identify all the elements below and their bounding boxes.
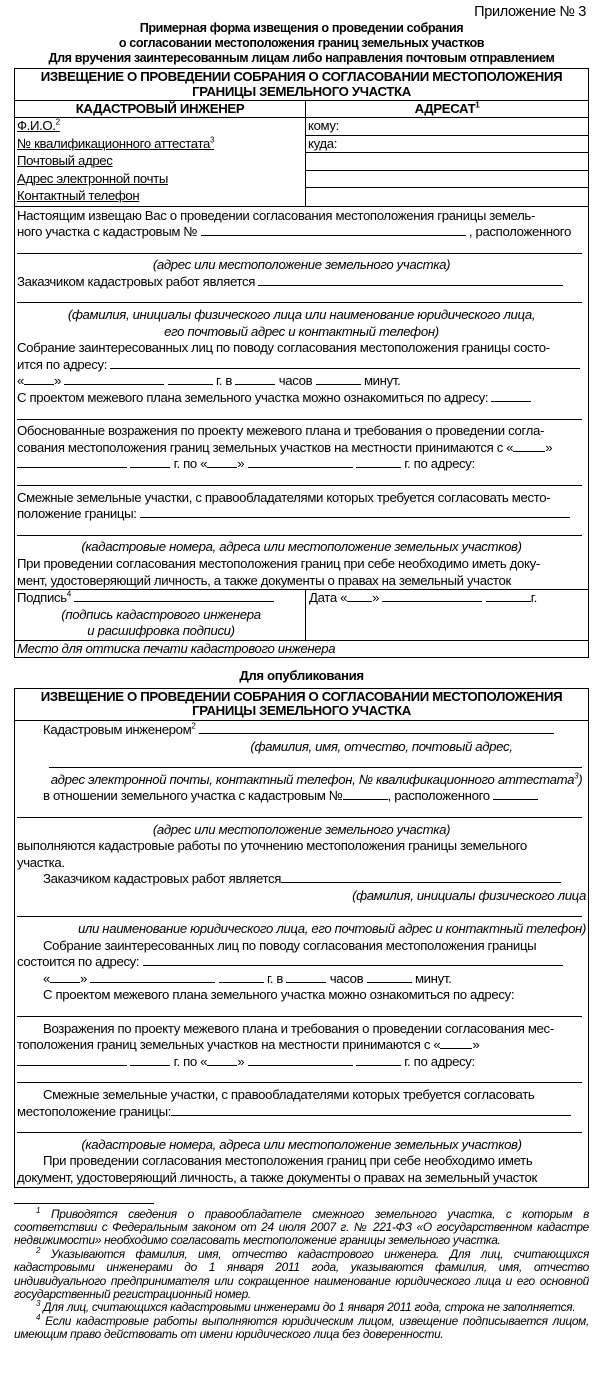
engineer-heading: КАДАСТРОВЫЙ ИНЖЕНЕР <box>15 101 305 118</box>
qualification-field[interactable]: № квалификационного аттестата$^3$ <box>17 135 215 151</box>
footnote-1: $^1$ Приводятся сведения о правообладателе смежного земельного участка, с которым в соответствии с Федеральным законом от 24 июля 2007 г. № 221-ФЗ «О государственном кадастре недвижимости» необходимо согласовать местоположение границы земельного участка. <box>14 1205 590 1248</box>
form-header: Примерная форма извещения о проведении собрания о согласовании местоположения границ земельных участков Для вручения заинтересованным лицам либо направления почтовым отправлением <box>48 21 555 65</box>
date-field[interactable]: Дата « » г. <box>309 590 537 606</box>
footnote-separator <box>14 1203 154 1204</box>
appendix-label: Приложение № 3 <box>474 4 586 20</box>
email-field[interactable]: Адрес электронной почты <box>17 170 168 186</box>
publication-heading: Для опубликования <box>239 667 364 683</box>
footnote-4: $^4$ Если кадастровые работы выполняются юридическим лицом, извещение подписывается лицом, имеющим право действовать от имени юридического лица без доверенности. <box>14 1312 589 1342</box>
address-caption: (адрес или местоположение земельного участка) <box>152 257 451 273</box>
stamp-place: Место для оттиска печати кадастрового инженера <box>15 640 588 657</box>
signature-row: Подпись$^4$ (подпись кадастрового инженера и расшифровка подписи) Дата « » г. <box>15 589 588 640</box>
fio-field[interactable]: Ф.И.О.$^2$ <box>17 118 60 133</box>
addressee-column <box>306 101 588 206</box>
to-field[interactable]: кому: <box>306 118 588 136</box>
where-field[interactable]: куда: <box>306 136 588 154</box>
footnotes <box>14 1205 590 1342</box>
postal-address-field[interactable]: Почтовый адрес <box>17 153 113 168</box>
phone-field[interactable]: Контактный телефон <box>17 188 140 203</box>
notice-form <box>14 68 589 658</box>
notice-title: ИЗВЕЩЕНИЕ О ПРОВЕДЕНИИ СОБРАНИЯ О СОГЛАСОВАНИИ МЕСТОПОЛОЖЕНИЯ ГРАНИЦЫ ЗЕМЕЛЬНОГО УЧАСТКА <box>15 69 588 101</box>
publication-form: ИЗВЕЩЕНИЕ О ПРОВЕДЕНИИ СОБРАНИЯ О СОГЛАСОВАНИИ МЕСТОПОЛОЖЕНИЯ ГРАНИЦЫ ЗЕМЕЛЬНОГО УЧАСТКА Кадастровым инженером$^2$ (фамилия, имя, отчество, почтовый адрес, адрес электронной почты, контактный телефон, № квалификационного аттестата$^3$) в отношении земельного участка с кадастровым № , расположенного (адрес или местоположение земельного участка) выполняются кадастровые работы по уточнению местоположения границы земельного участка. Заказчиком кадастровых работ является (фамилия, инициалы физического лица или наименование юридического лица, его почтовый адрес и контактный телефон) Собрание заинтересованных лиц по поводу согласования местоположения границы состоится по адресу: « » г. в часов минут. С проектом межевого плана земельного участка можно ознакомиться по адресу: Возражения по проекту межевого плана и требования о проведении согласования мес- тоположения границ земельных участков на местности принимаются с « » г. по « » г. по адресу: Смежные земельные участки, с правообладателями которых требуется согласовать местоположение границы: (кадастровые номера, адреса или местоположение земельных участков) При проведении согласования местоположения границ при себе необходимо иметь документ, удостоверяющий личность, а также документы о правах на земельный участок <box>14 688 589 1188</box>
notice-body: Настоящим извещаю Вас о проведении согласования местоположения границы земель- ного участка с кадастровым № , расположенного (адрес или местоположение земельного участка) Заказчиком кадастровых работ является (фамилия, инициалы физического лица или наименование юридического лица, его почтовый адрес и контактный телефон) Собрание заинтересованных лиц по поводу согласования местоположения границы состо- ится по адресу: « » г. в часов минут. С проектом межевого плана земельного участка можно ознакомиться по адресу: Обоснованные возражения по проекту межевого плана и требования о проведении согла- сования местоположения границ земельных участков на местности принимаются с « » г. по « » г. по адресу: Смежные земельные участки, с правообладателями которых требуется согласовать место- положение границы: (кадастровые номера, адреса или местоположение земельных участков) При проведении согласования местоположения границ при себе необходимо иметь доку- мент, удостоверяющий личность, а также документы о правах на земельный участок <box>15 207 588 590</box>
footnote-3: $^3$ Для лиц, считающихся кадастровыми инженерами до 1 января 2011 года, строка не заполняется. <box>36 1299 576 1315</box>
engineer-column <box>15 101 306 206</box>
footnote-2: $^2$ Указываются фамилия, имя, отчество кадастрового инженера. Для лиц, считающихся кадастровыми инженерами до 1 января 2011 года, указываются фамилия, имя, отчество индивидуального предпринимателя или сокращенное наименование юридического лица и его основной государственный регистрационный номер. <box>14 1245 589 1301</box>
addressee-heading: АДРЕСАТ$^1$ <box>306 101 588 118</box>
parties-table <box>15 101 588 207</box>
